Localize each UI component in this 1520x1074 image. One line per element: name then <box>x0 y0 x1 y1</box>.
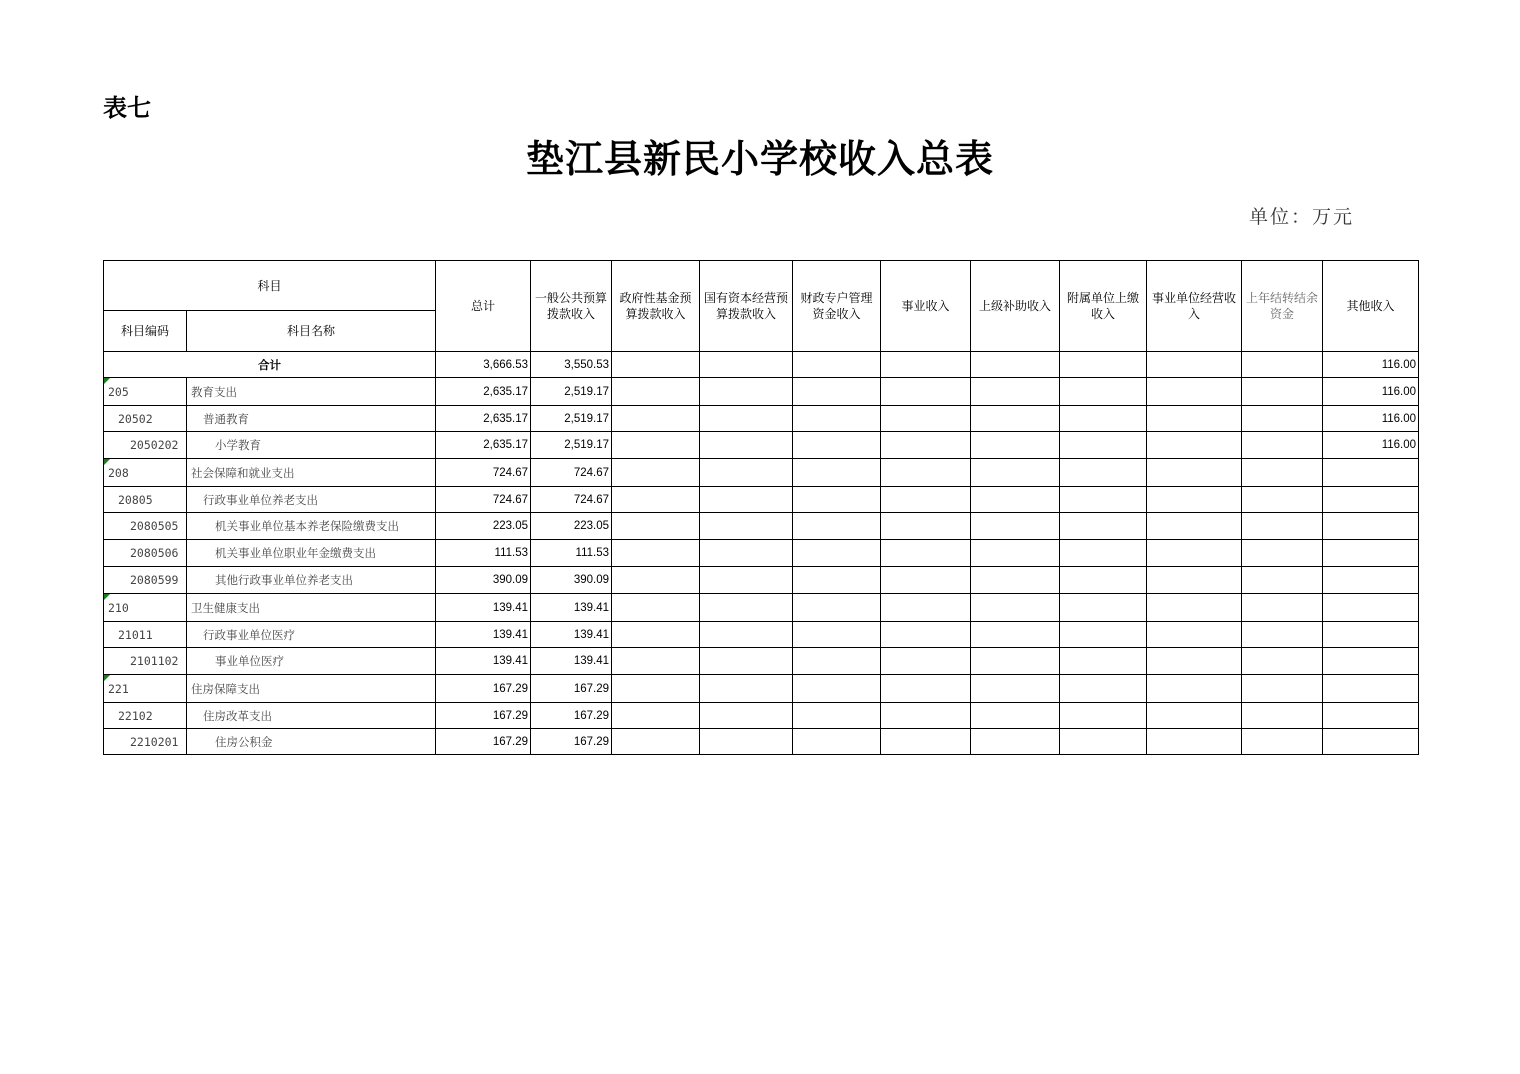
header-gov-fund: 政府性基金预算拨款收入 <box>612 261 700 352</box>
cell-general-budget: 223.05 <box>531 513 612 540</box>
subject-code: 205 <box>104 378 187 406</box>
table-row <box>104 622 1419 648</box>
cell-state-capital <box>700 729 793 755</box>
cell-state-capital <box>700 540 793 567</box>
cell-state-capital <box>700 406 793 432</box>
cell-general-budget: 724.67 <box>531 459 612 487</box>
table-row <box>104 487 1419 513</box>
cell-affiliated <box>1060 567 1147 594</box>
cell-other <box>1323 675 1419 703</box>
page-title: 垫江县新民小学校收入总表 <box>525 136 994 181</box>
cell-general-budget: 2,519.17 <box>531 432 612 459</box>
total-cell-operating <box>1147 352 1242 378</box>
cell-carryover <box>1242 622 1323 648</box>
cell-total: 724.67 <box>436 487 531 513</box>
cell-special-account <box>793 378 881 406</box>
cell-affiliated <box>1060 513 1147 540</box>
cell-special-account <box>793 406 881 432</box>
table-row <box>104 432 1419 459</box>
cell-general-budget: 2,519.17 <box>531 378 612 406</box>
cell-other <box>1323 648 1419 675</box>
subject-code: 221 <box>104 675 187 703</box>
cell-business <box>881 729 971 755</box>
cell-state-capital <box>700 622 793 648</box>
cell-carryover <box>1242 459 1323 487</box>
cell-operating <box>1147 594 1242 622</box>
total-cell-carryover <box>1242 352 1323 378</box>
total-cell-other: 116.00 <box>1323 352 1419 378</box>
cell-superior-subsidy <box>971 540 1060 567</box>
subject-code: 2101102 <box>104 648 187 675</box>
cell-special-account <box>793 648 881 675</box>
cell-operating <box>1147 729 1242 755</box>
subject-name: 机关事业单位基本养老保险缴费支出 <box>187 513 436 540</box>
cell-superior-subsidy <box>971 459 1060 487</box>
cell-carryover <box>1242 406 1323 432</box>
header-superior-subsidy: 上级补助收入 <box>971 261 1060 352</box>
header-special-account: 财政专户管理资金收入 <box>793 261 881 352</box>
table-row <box>104 703 1419 729</box>
total-cell-general-budget: 3,550.53 <box>531 352 612 378</box>
cell-other <box>1323 622 1419 648</box>
cell-gov-fund <box>612 675 700 703</box>
cell-superior-subsidy <box>971 487 1060 513</box>
cell-total: 724.67 <box>436 459 531 487</box>
cell-general-budget: 724.67 <box>531 487 612 513</box>
cell-business <box>881 675 971 703</box>
header-operating: 事业单位经营收入 <box>1147 261 1242 352</box>
cell-gov-fund <box>612 567 700 594</box>
subject-name: 其他行政事业单位养老支出 <box>187 567 436 594</box>
cell-business <box>881 540 971 567</box>
cell-superior-subsidy <box>971 675 1060 703</box>
cell-total: 390.09 <box>436 567 531 594</box>
cell-special-account <box>793 513 881 540</box>
cell-other: 116.00 <box>1323 432 1419 459</box>
unit-label: 单位：万元 <box>1249 206 1355 228</box>
cell-state-capital <box>700 432 793 459</box>
subject-code: 22102 <box>104 703 187 729</box>
cell-operating <box>1147 459 1242 487</box>
cell-business <box>881 567 971 594</box>
cell-operating <box>1147 513 1242 540</box>
header-subject: 科目 <box>104 261 436 311</box>
cell-general-budget: 167.29 <box>531 703 612 729</box>
table-row <box>104 378 1419 406</box>
table-row <box>104 648 1419 675</box>
cell-superior-subsidy <box>971 513 1060 540</box>
cell-total: 2,635.17 <box>436 432 531 459</box>
cell-affiliated <box>1060 432 1147 459</box>
cell-business <box>881 459 971 487</box>
header-other: 其他收入 <box>1323 261 1419 352</box>
cell-superior-subsidy <box>971 594 1060 622</box>
subject-code: 20805 <box>104 487 187 513</box>
cell-total: 139.41 <box>436 622 531 648</box>
cell-operating <box>1147 648 1242 675</box>
subject-code: 2050202 <box>104 432 187 459</box>
header-carryover: 上年结转结余资金 <box>1242 261 1323 352</box>
cell-gov-fund <box>612 703 700 729</box>
cell-general-budget: 2,519.17 <box>531 406 612 432</box>
subject-name: 小学教育 <box>187 432 436 459</box>
total-cell-gov-fund <box>612 352 700 378</box>
subject-code: 2080506 <box>104 540 187 567</box>
cell-total: 2,635.17 <box>436 378 531 406</box>
subject-name: 社会保障和就业支出 <box>187 459 436 487</box>
cell-affiliated <box>1060 703 1147 729</box>
subject-name: 普通教育 <box>187 406 436 432</box>
cell-affiliated <box>1060 540 1147 567</box>
header-name: 科目名称 <box>187 311 436 352</box>
table-row <box>104 406 1419 432</box>
cell-state-capital <box>700 703 793 729</box>
subject-code: 21011 <box>104 622 187 648</box>
total-cell-state-capital <box>700 352 793 378</box>
cell-gov-fund <box>612 459 700 487</box>
cell-special-account <box>793 567 881 594</box>
subject-name: 卫生健康支出 <box>187 594 436 622</box>
cell-general-budget: 139.41 <box>531 594 612 622</box>
cell-business <box>881 594 971 622</box>
subject-name: 教育支出 <box>187 378 436 406</box>
cell-affiliated <box>1060 459 1147 487</box>
table-row <box>104 567 1419 594</box>
cell-operating <box>1147 540 1242 567</box>
subject-name: 机关事业单位职业年金缴费支出 <box>187 540 436 567</box>
cell-gov-fund <box>612 432 700 459</box>
cell-carryover <box>1242 378 1323 406</box>
cell-total: 167.29 <box>436 729 531 755</box>
cell-business <box>881 622 971 648</box>
cell-affiliated <box>1060 594 1147 622</box>
cell-carryover <box>1242 513 1323 540</box>
cell-total: 139.41 <box>436 648 531 675</box>
total-cell-affiliated <box>1060 352 1147 378</box>
cell-affiliated <box>1060 406 1147 432</box>
table-row <box>104 540 1419 567</box>
cell-general-budget: 390.09 <box>531 567 612 594</box>
cell-state-capital <box>700 513 793 540</box>
cell-superior-subsidy <box>971 622 1060 648</box>
cell-superior-subsidy <box>971 406 1060 432</box>
subject-name: 行政事业单位养老支出 <box>187 487 436 513</box>
cell-state-capital <box>700 459 793 487</box>
cell-operating <box>1147 406 1242 432</box>
cell-special-account <box>793 729 881 755</box>
cell-total: 223.05 <box>436 513 531 540</box>
cell-operating <box>1147 675 1242 703</box>
header-code: 科目编码 <box>104 311 187 352</box>
cell-superior-subsidy <box>971 648 1060 675</box>
cell-affiliated <box>1060 675 1147 703</box>
cell-carryover <box>1242 540 1323 567</box>
cell-gov-fund <box>612 648 700 675</box>
cell-special-account <box>793 703 881 729</box>
cell-business <box>881 648 971 675</box>
cell-general-budget: 167.29 <box>531 675 612 703</box>
cell-carryover <box>1242 594 1323 622</box>
cell-special-account <box>793 432 881 459</box>
subject-code: 2080599 <box>104 567 187 594</box>
cell-superior-subsidy <box>971 729 1060 755</box>
cell-special-account <box>793 594 881 622</box>
cell-state-capital <box>700 675 793 703</box>
cell-superior-subsidy <box>971 378 1060 406</box>
header-state-capital: 国有资本经营预算拨款收入 <box>700 261 793 352</box>
cell-other <box>1323 459 1419 487</box>
cell-general-budget: 167.29 <box>531 729 612 755</box>
cell-total: 2,635.17 <box>436 406 531 432</box>
cell-state-capital <box>700 487 793 513</box>
subject-code: 210 <box>104 594 187 622</box>
cell-gov-fund <box>612 540 700 567</box>
cell-superior-subsidy <box>971 567 1060 594</box>
cell-total: 139.41 <box>436 594 531 622</box>
cell-other <box>1323 594 1419 622</box>
cell-gov-fund <box>612 622 700 648</box>
cell-operating <box>1147 487 1242 513</box>
cell-business <box>881 513 971 540</box>
table-row <box>104 513 1419 540</box>
cell-affiliated <box>1060 648 1147 675</box>
cell-other: 116.00 <box>1323 378 1419 406</box>
cell-business <box>881 378 971 406</box>
subject-name: 行政事业单位医疗 <box>187 622 436 648</box>
cell-other <box>1323 540 1419 567</box>
cell-other <box>1323 703 1419 729</box>
cell-total: 167.29 <box>436 675 531 703</box>
cell-special-account <box>793 540 881 567</box>
cell-carryover <box>1242 675 1323 703</box>
cell-special-account <box>793 459 881 487</box>
cell-carryover <box>1242 729 1323 755</box>
cell-carryover <box>1242 487 1323 513</box>
cell-gov-fund <box>612 594 700 622</box>
header-total: 总计 <box>436 261 531 352</box>
total-label: 合计 <box>104 352 436 378</box>
cell-carryover <box>1242 703 1323 729</box>
cell-business <box>881 432 971 459</box>
cell-other <box>1323 567 1419 594</box>
subject-name: 事业单位医疗 <box>187 648 436 675</box>
cell-operating <box>1147 378 1242 406</box>
cell-superior-subsidy <box>971 703 1060 729</box>
cell-affiliated <box>1060 622 1147 648</box>
subject-name: 住房公积金 <box>187 729 436 755</box>
subject-code: 2210201 <box>104 729 187 755</box>
cell-total: 167.29 <box>436 703 531 729</box>
cell-general-budget: 111.53 <box>531 540 612 567</box>
cell-other <box>1323 513 1419 540</box>
cell-operating <box>1147 622 1242 648</box>
total-cell-superior-subsidy <box>971 352 1060 378</box>
cell-gov-fund <box>612 378 700 406</box>
table-row <box>104 729 1419 755</box>
subject-name: 住房改革支出 <box>187 703 436 729</box>
table-row <box>104 459 1419 487</box>
subject-name: 住房保障支出 <box>187 675 436 703</box>
header-general-budget: 一般公共预算拨款收入 <box>531 261 612 352</box>
cell-superior-subsidy <box>971 432 1060 459</box>
cell-general-budget: 139.41 <box>531 648 612 675</box>
cell-carryover <box>1242 567 1323 594</box>
total-row <box>104 352 1419 378</box>
cell-total: 111.53 <box>436 540 531 567</box>
cell-other <box>1323 729 1419 755</box>
cell-operating <box>1147 567 1242 594</box>
cell-gov-fund <box>612 729 700 755</box>
cell-special-account <box>793 487 881 513</box>
cell-business <box>881 487 971 513</box>
cell-business <box>881 703 971 729</box>
cell-gov-fund <box>612 406 700 432</box>
cell-affiliated <box>1060 487 1147 513</box>
table-label: 表七 <box>103 94 151 122</box>
cell-state-capital <box>700 594 793 622</box>
cell-special-account <box>793 622 881 648</box>
cell-state-capital <box>700 648 793 675</box>
total-cell-business <box>881 352 971 378</box>
table-row <box>104 594 1419 622</box>
cell-carryover <box>1242 432 1323 459</box>
cell-other <box>1323 487 1419 513</box>
table-row <box>104 675 1419 703</box>
cell-gov-fund <box>612 487 700 513</box>
income-summary-table <box>103 260 1419 755</box>
cell-state-capital <box>700 378 793 406</box>
subject-code: 208 <box>104 459 187 487</box>
total-cell-special-account <box>793 352 881 378</box>
cell-carryover <box>1242 648 1323 675</box>
cell-operating <box>1147 703 1242 729</box>
total-cell-total: 3,666.53 <box>436 352 531 378</box>
subject-code: 2080505 <box>104 513 187 540</box>
cell-other: 116.00 <box>1323 406 1419 432</box>
cell-state-capital <box>700 567 793 594</box>
header-affiliated: 附属单位上缴收入 <box>1060 261 1147 352</box>
cell-gov-fund <box>612 513 700 540</box>
cell-affiliated <box>1060 378 1147 406</box>
cell-general-budget: 139.41 <box>531 622 612 648</box>
cell-business <box>881 406 971 432</box>
cell-operating <box>1147 432 1242 459</box>
header-business: 事业收入 <box>881 261 971 352</box>
subject-code: 20502 <box>104 406 187 432</box>
cell-affiliated <box>1060 729 1147 755</box>
cell-special-account <box>793 675 881 703</box>
